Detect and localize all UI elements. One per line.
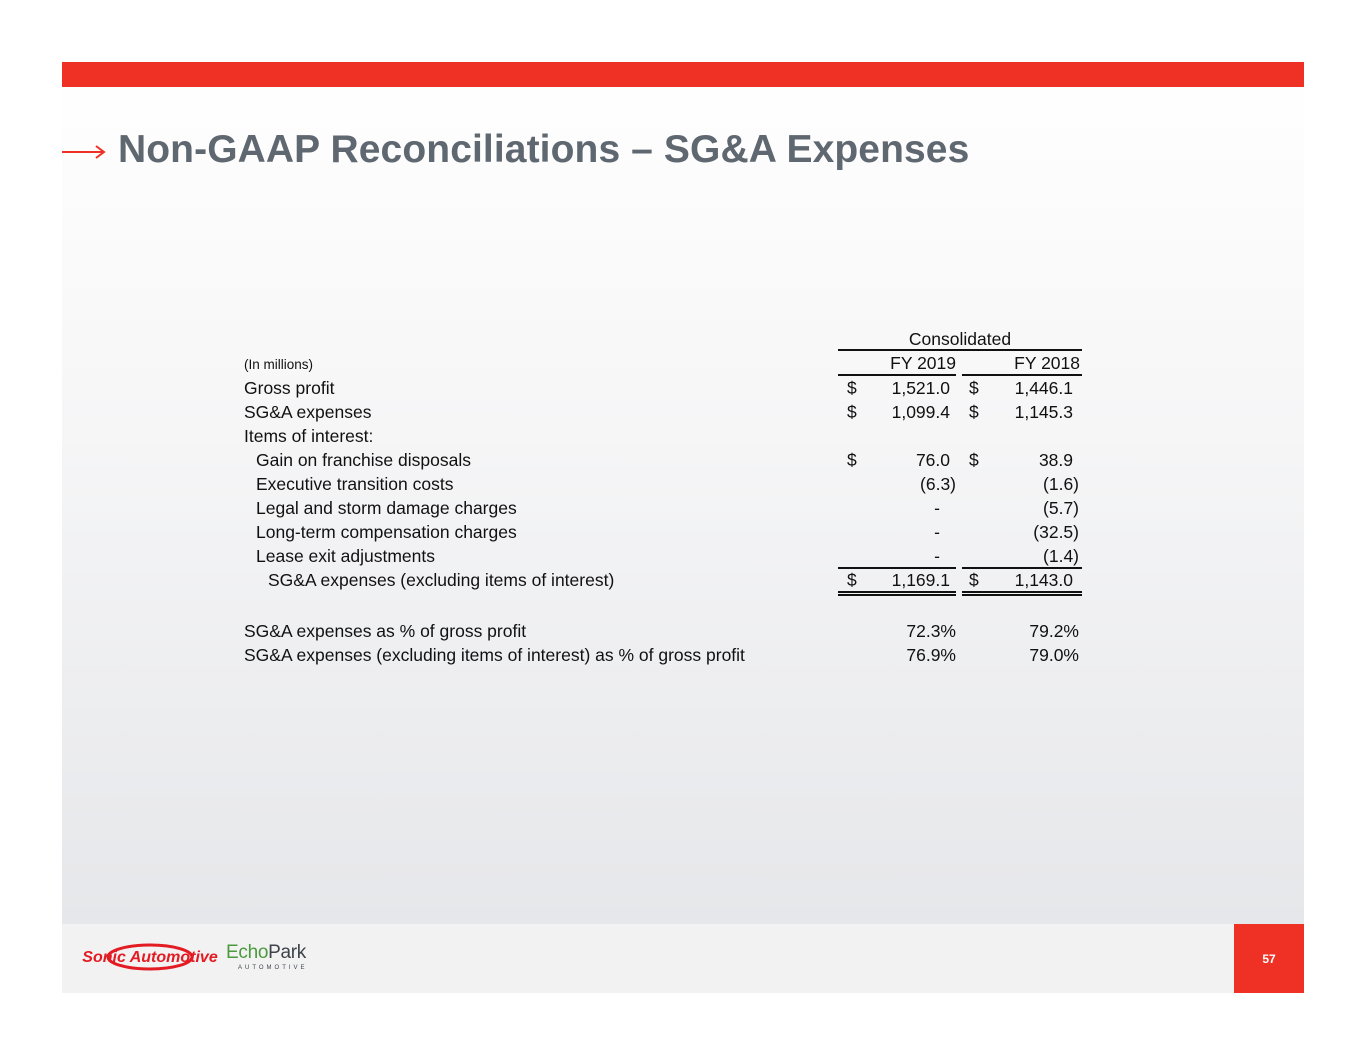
section-label: Items of interest:: [244, 426, 374, 446]
ratio-fy2019: 72.3%: [906, 621, 956, 641]
row-label: Long-term compensation charges: [256, 522, 517, 542]
cell-fy2018: (5.7): [1043, 498, 1079, 518]
subtotal-rule-fy2019: [838, 567, 956, 569]
cell-fy2019: 1,521.0: [891, 378, 950, 398]
currency-symbol: $: [969, 570, 979, 590]
cell-fy2019: -: [934, 546, 940, 566]
currency-symbol: $: [847, 570, 857, 590]
reconciliation-table: [62, 62, 1304, 762]
column-rule-fy2018: [962, 374, 1082, 376]
cell-fy2018: 1,143.0: [1014, 570, 1073, 590]
row-label: Gain on franchise disposals: [256, 450, 471, 470]
header-rule: [838, 349, 1082, 351]
currency-symbol: $: [847, 402, 857, 422]
total-rule-fy2018: [962, 594, 1082, 596]
currency-symbol: $: [969, 378, 979, 398]
units-label: (In millions): [244, 357, 314, 372]
page-number: 57: [1234, 924, 1304, 993]
ratio-fy2019: 76.9%: [906, 645, 956, 665]
ratio-label: SG&A expenses (excluding items of interest) as % of gross profit: [244, 645, 745, 665]
row-label: SG&A expenses: [244, 402, 372, 422]
cell-fy2018: (1.4): [1043, 546, 1079, 566]
subtotal-rule-fy2018: [962, 567, 1082, 569]
cell-fy2019: 76.0: [915, 450, 950, 470]
column-group-header: Consolidated: [908, 329, 1012, 349]
ratio-fy2018: 79.2%: [1029, 621, 1079, 641]
cell-fy2018: 1,145.3: [1014, 402, 1073, 422]
sonic-logo-text: Sonic Automotive: [82, 949, 218, 966]
cell-fy2018: (32.5): [1033, 522, 1079, 542]
cell-fy2018: 38.9: [1038, 450, 1073, 470]
currency-symbol: $: [847, 450, 857, 470]
currency-symbol: $: [847, 378, 857, 398]
row-label: Gross profit: [244, 378, 335, 398]
page-title: Non-GAAP Reconciliations – SG&A Expenses: [118, 128, 970, 171]
row-label: Executive transition costs: [256, 474, 454, 494]
currency-symbol: $: [969, 450, 979, 470]
column-header-fy2019: FY 2019: [890, 353, 956, 373]
sonic-automotive-logo: [82, 940, 218, 976]
column-header-fy2018: FY 2018: [1014, 353, 1080, 373]
echopark-subtitle: AUTOMOTIVE: [238, 965, 308, 971]
row-label: Legal and storm damage charges: [256, 498, 517, 518]
total-rule-fy2019: [838, 591, 956, 593]
row-label: Lease exit adjustments: [256, 546, 435, 566]
cell-fy2018: 1,446.1: [1014, 378, 1073, 398]
currency-symbol: $: [969, 402, 979, 422]
cell-fy2019: (6.3): [920, 474, 956, 494]
total-rule-fy2018: [962, 591, 1082, 593]
echopark-logo: [226, 942, 326, 978]
cell-fy2019: 1,169.1: [891, 570, 950, 590]
cell-fy2019: -: [934, 522, 940, 542]
total-rule-fy2019: [838, 594, 956, 596]
cell-fy2019: 1,099.4: [891, 402, 950, 422]
total-row-label: SG&A expenses (excluding items of interest): [268, 570, 615, 590]
cell-fy2019: -: [934, 498, 940, 518]
echopark-wordmark: EchoPark: [226, 942, 306, 963]
slide: [62, 62, 1304, 993]
column-rule-fy2019: [838, 374, 956, 376]
ratio-fy2018: 79.0%: [1029, 645, 1079, 665]
ratio-label: SG&A expenses as % of gross profit: [244, 621, 527, 641]
cell-fy2018: (1.6): [1043, 474, 1079, 494]
